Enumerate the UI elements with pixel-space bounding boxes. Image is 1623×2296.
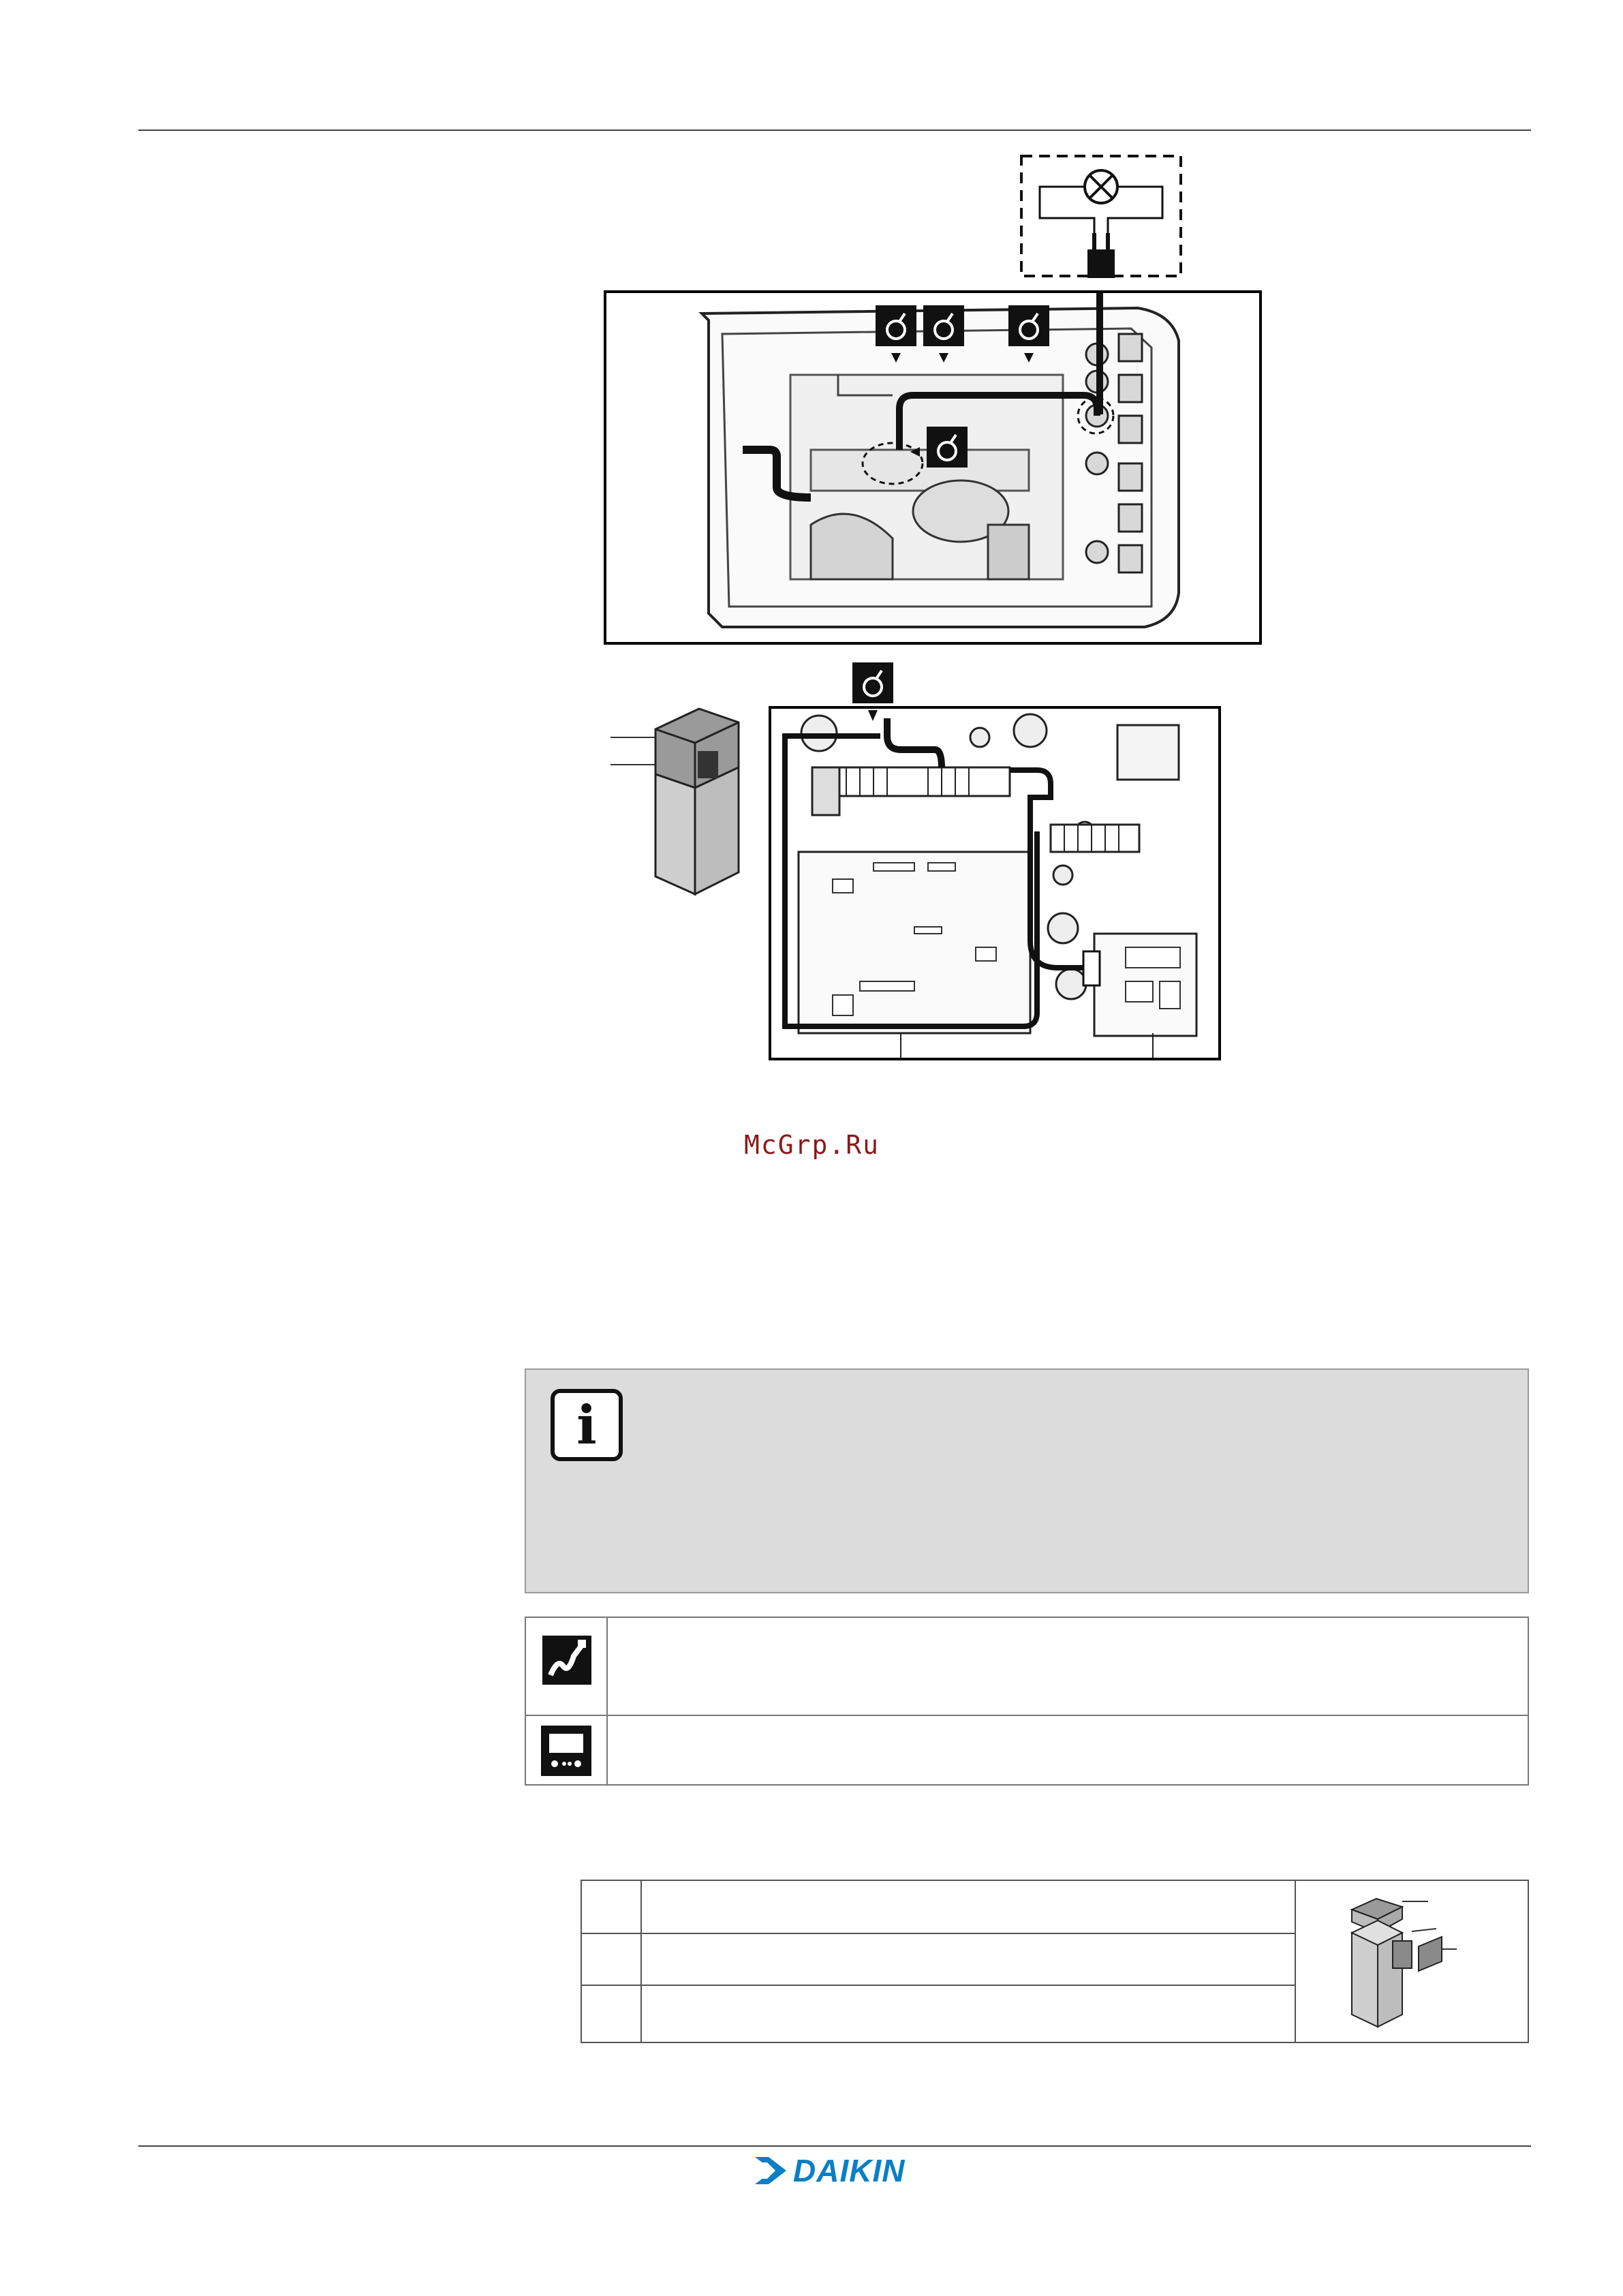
- icon-table: [525, 1617, 1529, 1786]
- switch-box-figure: [769, 706, 1221, 1060]
- unit-outline-small: [610, 702, 754, 906]
- watermark: McGrp.Ru: [744, 1130, 880, 1160]
- info-icon: i: [551, 1389, 623, 1461]
- unit-interior-drawing: [606, 293, 1259, 642]
- parts-row: [582, 1934, 1295, 1986]
- info-box: [525, 1368, 1529, 1593]
- lamp-symbol-box: [1019, 154, 1183, 278]
- switch-box-drawing: [771, 709, 1218, 1058]
- unit-parts-illustration: [1296, 1881, 1526, 2039]
- icon-row-wiring: [526, 1618, 1528, 1716]
- daikin-mark-icon: [755, 2156, 788, 2186]
- parts-table: [581, 1880, 1529, 2043]
- footer-rule: [138, 2145, 1531, 2147]
- parts-image-cell: [1295, 1881, 1528, 2042]
- user-interface-icon: [526, 1716, 605, 1784]
- parts-row: [582, 1986, 1295, 2042]
- header-rule: [138, 129, 1531, 131]
- parts-row: [582, 1881, 1295, 1934]
- icon-row-user-interface: [526, 1716, 1528, 1784]
- daikin-logo: [755, 2152, 905, 2189]
- cable-tie-marker: [849, 662, 897, 731]
- brand-name: DAIKIN: [793, 2153, 906, 2188]
- wiring-icon: [526, 1618, 605, 1713]
- unit-interior-figure: [604, 290, 1262, 645]
